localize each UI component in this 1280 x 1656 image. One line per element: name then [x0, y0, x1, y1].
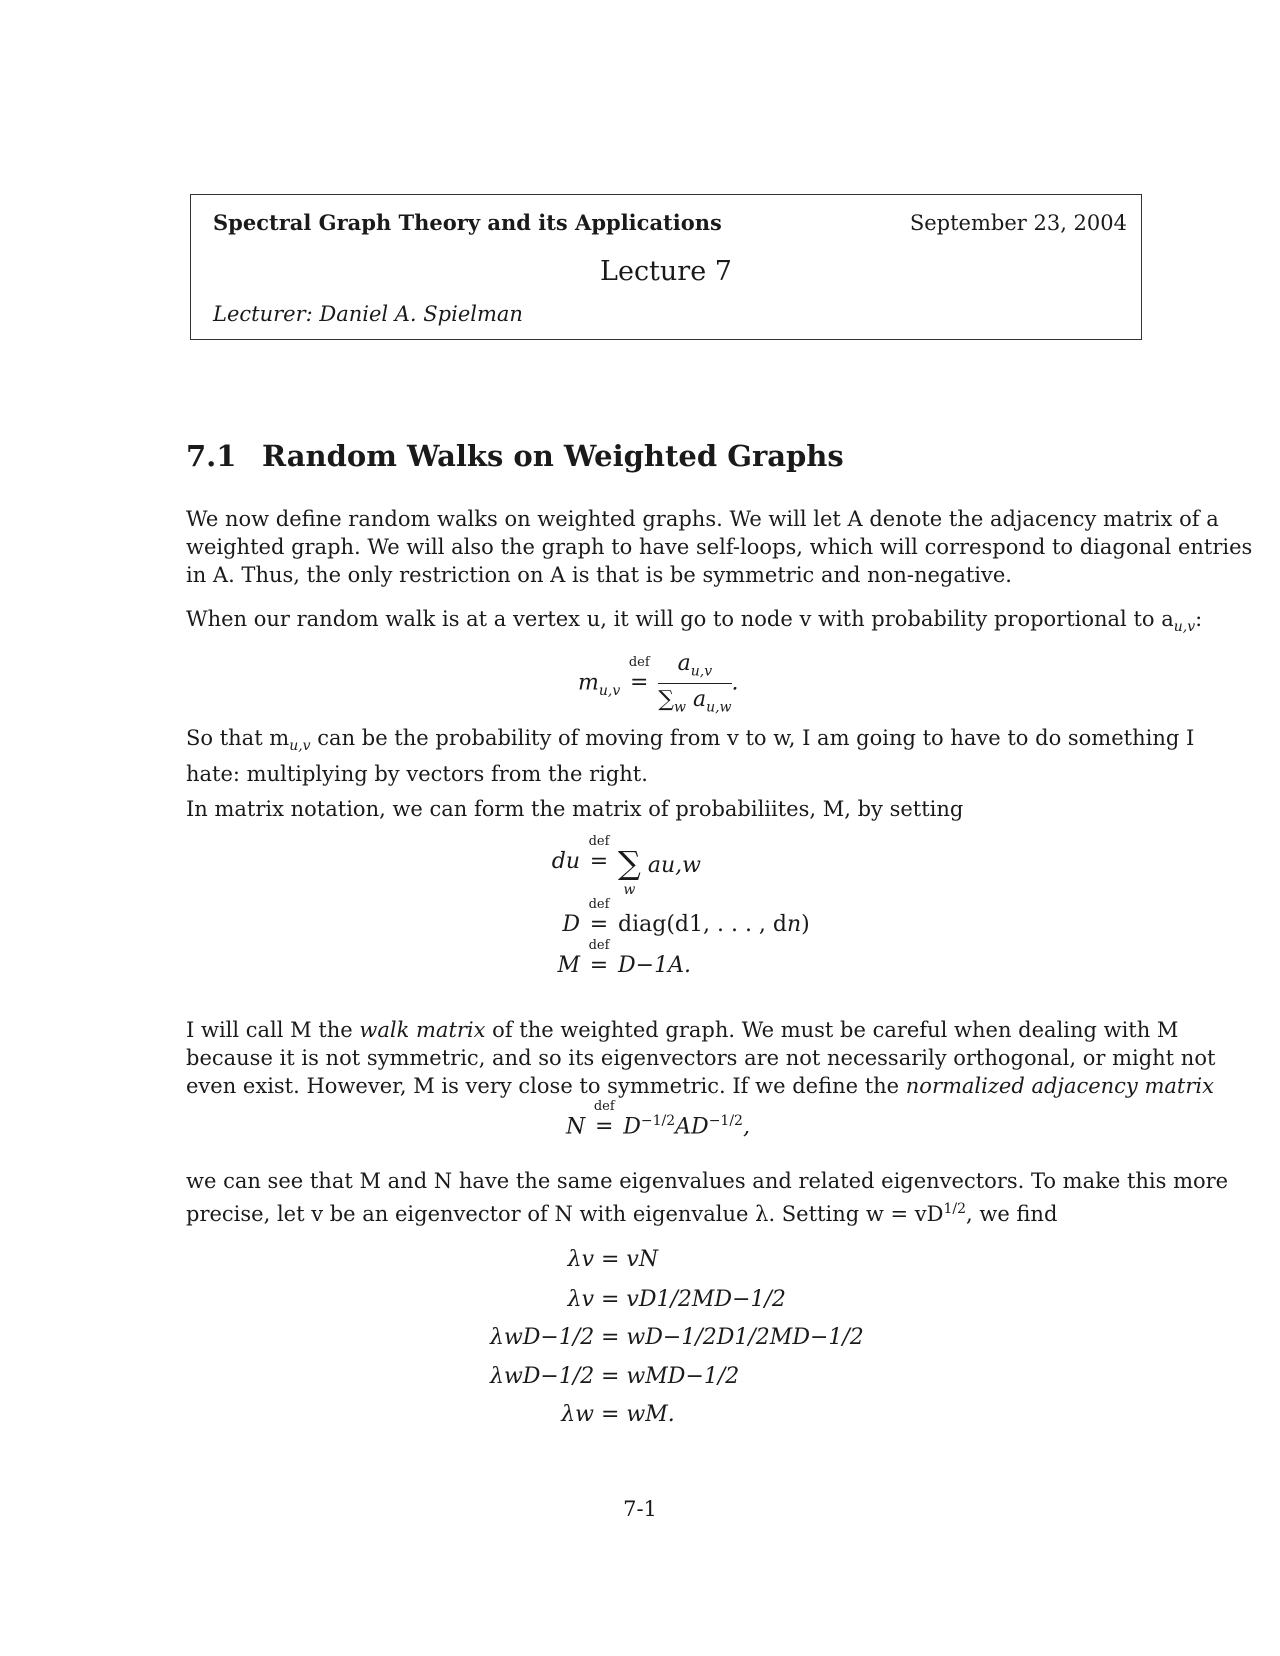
- paragraph-line: So that m: [186, 726, 290, 750]
- page-number: 7-1: [623, 1497, 657, 1521]
- paragraph-line: because it is not symmetric, and so its eigenvectors are not necessarily orthogonal, or might not: [186, 1046, 1216, 1070]
- section-title: Random Walks on Weighted Graphs: [262, 439, 844, 473]
- paragraph-eigenvectors: we can see that M and N have the same eigenvalues and related eigenvectors. To make this more precise, let v be an eigenvector of N with eigenvalue λ. Setting $w = vD^{1/2}$, we find: [186, 1169, 1229, 1226]
- paragraph-walk-definition: When our random walk is at a vertex u, it will go to node v with probability proportional to $a_{u,v}$:: [186, 607, 1203, 636]
- derivation-line-5: λw = wM.: [561, 1402, 675, 1427]
- course-title: Spectral Graph Theory and its Applications: [213, 210, 722, 235]
- paragraph-line: in A. Thus, the only restriction on A is that is be symmetric and non-negative.: [186, 563, 1012, 587]
- lecture-header-box: [190, 194, 1142, 340]
- equation-degree: du def = ∑ w au,w: [551, 834, 701, 898]
- section-number: 7.1: [186, 439, 237, 473]
- paragraph-line: In matrix notation, we can form the matrix of probabiliites, M, by setting: [186, 797, 964, 821]
- equation-normalized-adjacency: N def = $D^{-1/2}AD^{-1/2}$,: [566, 1099, 750, 1140]
- paragraph-line: weighted graph. We will also the graph to have self-loops, which will correspond to diagonal entries: [186, 535, 1253, 559]
- lecturer-name: Lecturer: Daniel A. Spielman: [213, 302, 523, 326]
- derivation-line-3: λwD−1/2 = wD−1/2D1/2MD−1/2: [490, 1325, 864, 1350]
- derivation-line-2: λv = vD1/2MD−1/2: [567, 1287, 786, 1312]
- paragraph-line: When our random walk is at a vertex u, it will go to node v with probability proportional to a: [186, 607, 1174, 631]
- derivation-line-4: λwD−1/2 = wMD−1/2: [490, 1364, 740, 1389]
- paragraph-walk-matrix: I will call M the walk matrix of the weighted graph. We must be careful when dealing with M because it is not symmetric, and so its eigenvectors are not necessarily orthogonal, or might not even exist. However, M is very close to symmetric. If we define the normalized adjacency matrix: [186, 1018, 1216, 1098]
- paragraph-right-multiplication: So that $m_{u,v}$ can be the probability of moving from v to w, I am going to have to do something I hate: multiplying by vectors from the right.: [186, 726, 1195, 787]
- emphasis-normalized-adjacency: normalized adjacency matrix: [905, 1074, 1214, 1098]
- lecture-number: Lecture 7: [600, 256, 732, 287]
- paragraph-matrix-notation: [186, 795, 1152, 823]
- derivation-line-1: λv = vN: [567, 1247, 659, 1272]
- paragraph-line: we can see that M and N have the same eigenvalues and related eigenvectors. To make this more: [186, 1169, 1229, 1193]
- equation-walk-matrix: M def = D−1A.: [557, 938, 691, 978]
- paragraph-intro: [186, 505, 1253, 589]
- equation-transition-probability: $m_{u,v}$ def = $\frac{a_{u,v}}{\sum_w a_{u,w}}$ .: [578, 651, 739, 716]
- equation-degree-matrix: D def = diag(d1, . . . , dn): [562, 897, 810, 937]
- lecture-date: September 23, 2004: [909, 211, 1127, 235]
- paragraph-line: We now define random walks on weighted graphs. We will let A denote the adjacency matrix of a: [186, 507, 1219, 531]
- emphasis-walk-matrix: walk matrix: [359, 1018, 486, 1042]
- paragraph-line: hate: multiplying by vectors from the right.: [186, 762, 648, 787]
- section-heading: [186, 438, 844, 474]
